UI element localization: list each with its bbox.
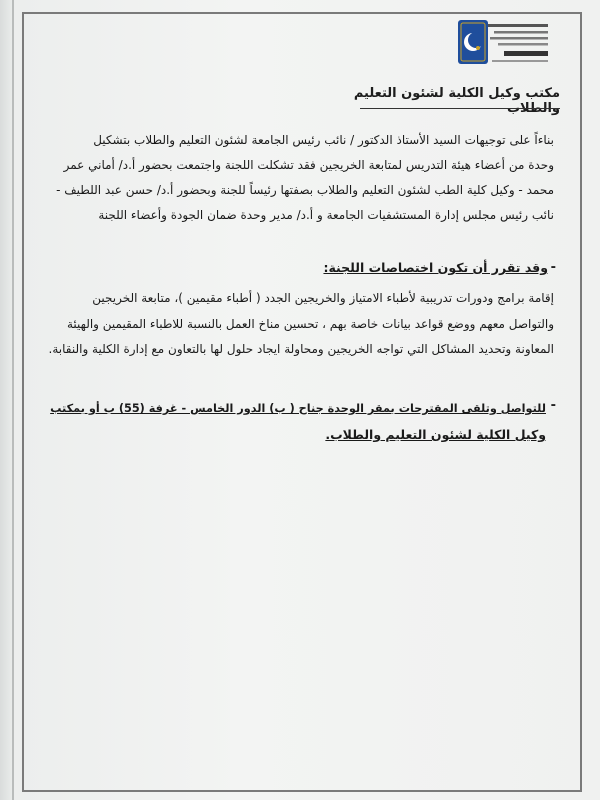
intro-line: بناءاً على توجيهات السيد الأستاذ الدكتور / نائب رئيس الجامعة لشئون التعليم والطلاب بتشكيل (93, 133, 554, 147)
duties-line: إقامة برامج ودورات تدريبية لأطباء الامتياز والخريجين الجدد ( أطباء مقيمين )، متابعة الخريجين (92, 291, 554, 305)
bullet-dash: - (550, 260, 556, 275)
logo-script-lines (484, 20, 552, 68)
duties-line: المعاونة وتحديد المشاكل التي تواجه الخريجين ومحاولة ايجاد حلول لها بالتعاون مع إدارة الكلية والنقابة. (48, 342, 554, 356)
office-title: مكتب وكيل الكلية لشئون التعليم والطلاب (353, 86, 560, 116)
contact-line: وكيل الكلية لشئون التعليم والطلاب. (325, 427, 546, 442)
office-title-underline (360, 108, 560, 109)
contact-line: للتواصل وتلقى المقترحات بمقر الوحدة جناح ( ب) الدور الخامس - غرفة (55) ب أو بمكتب (50, 402, 546, 415)
intro-line: وحدة من أعضاء هيئة التدريس لمتابعة الخريجين فقد تشكلت اللجنة واجتمعت بحضور أ.د/ أماني عمر (63, 158, 554, 172)
intro-line: محمد - وكيل كلية الطب لشئون التعليم والطلاب بصفتها رئيساً للجنة وبحضور أ.د/ حسن عبد اللطيف - (56, 183, 554, 197)
bullet-dash: - (550, 398, 556, 413)
intro-paragraph (44, 128, 554, 228)
contact-paragraph (50, 396, 546, 448)
paper-edge (12, 0, 14, 800)
intro-line: نائب رئيس مجلس إدارة المستشفيات الجامعة و أ.د/ مدير وحدة ضمان الجودة وأعضاء اللجنة (98, 208, 554, 222)
duties-paragraph (44, 286, 554, 363)
duties-line: والتواصل معهم ووضع قواعد بيانات خاصة بهم ، تحسين مناخ العمل بالنسبة للاطباء المقيمين والهيئة (66, 316, 554, 331)
section-heading: وقد تقرر أن تكون اختصاصات اللجنة: (323, 260, 548, 275)
